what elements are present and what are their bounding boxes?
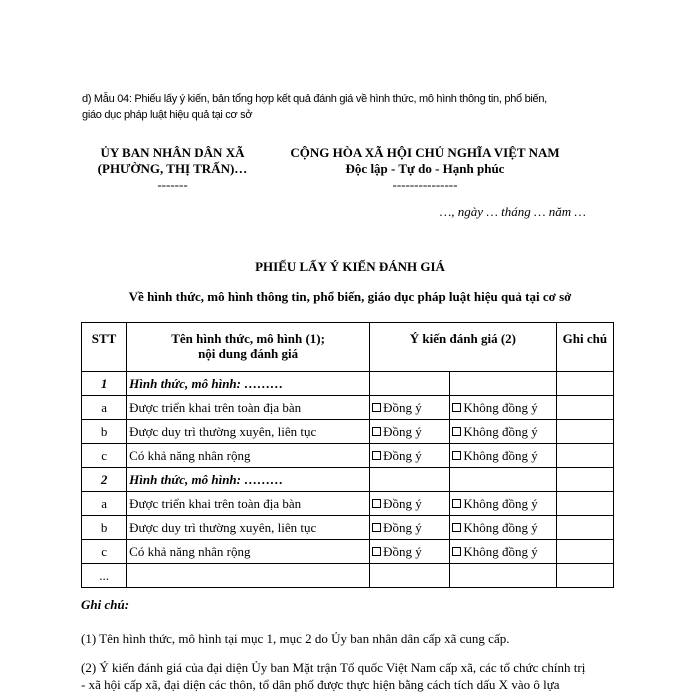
disagree-cell <box>450 396 556 420</box>
national-header <box>275 145 575 193</box>
agree-label: Đồng ý <box>383 423 422 439</box>
disagree-option[interactable] <box>452 496 537 511</box>
checkbox-icon[interactable] <box>452 451 461 460</box>
disagree-cell <box>450 444 556 468</box>
table-row <box>82 420 614 444</box>
table-header-row <box>82 323 614 372</box>
disagree-option[interactable] <box>452 448 537 463</box>
agree-option[interactable] <box>372 544 422 559</box>
row-stt: a <box>82 492 127 516</box>
section-row <box>82 372 614 396</box>
note-2-line-1: (2) Ý kiến đánh giá của đại diện Ủy ban Mặt trận Tổ quốc Việt Nam cấp xã, các tổ chức chính trị <box>81 660 586 675</box>
row-stt: c <box>82 444 127 468</box>
intro-line-1: d) Mẫu 04: Phiếu lấy ý kiến, bản tổng hợp kết quả đánh giá về hình thức, mô hình thông tin, phổ biến, <box>82 93 547 105</box>
checkbox-icon[interactable] <box>372 523 381 532</box>
row-criterion: Được duy trì thường xuyên, liên tục <box>127 420 370 444</box>
agree-option[interactable] <box>372 400 422 415</box>
header-note: Ghi chú <box>556 323 613 372</box>
row-criterion: Được triển khai trên toàn địa bàn <box>127 492 370 516</box>
agree-label: Đồng ý <box>383 399 422 415</box>
agree-cell <box>370 396 450 420</box>
issuer-header <box>80 145 265 193</box>
header-name <box>127 323 370 372</box>
table-row <box>82 516 614 540</box>
disagree-label: Không đồng ý <box>463 519 538 535</box>
table-row <box>82 444 614 468</box>
agree-cell <box>370 492 450 516</box>
checkbox-icon[interactable] <box>372 451 381 460</box>
agree-cell <box>370 420 450 444</box>
agree-cell <box>370 516 450 540</box>
table-body <box>82 372 614 588</box>
national-divider: --------------- <box>392 177 458 192</box>
header-name-line-1: Tên hình thức, mô hình (1); <box>171 331 325 346</box>
row-note <box>556 396 613 420</box>
row-stt: 2 <box>82 468 127 492</box>
row-note <box>556 564 613 588</box>
disagree-cell <box>450 516 556 540</box>
note-1: (1) Tên hình thức, mô hình tại mục 1, mục 2 do Ủy ban nhân dân cấp xã cung cấp. <box>81 631 510 646</box>
row-note <box>556 468 613 492</box>
form-subtitle: Về hình thức, mô hình thông tin, phổ biến, giáo dục pháp luật hiệu quả tại cơ sở <box>128 289 572 304</box>
row-criterion: Có khả năng nhân rộng <box>127 444 370 468</box>
checkbox-icon[interactable] <box>372 403 381 412</box>
disagree-label: Không đồng ý <box>463 423 538 439</box>
agree-label: Đồng ý <box>383 447 422 463</box>
row-stt: a <box>82 396 127 420</box>
row-note <box>556 516 613 540</box>
header-opinion: Ý kiến đánh giá (2) <box>370 323 557 372</box>
disagree-option[interactable] <box>452 400 537 415</box>
row-note <box>556 540 613 564</box>
checkbox-icon[interactable] <box>452 403 461 412</box>
row-note <box>556 372 613 396</box>
agree-label: Đồng ý <box>383 519 422 535</box>
notes-heading: Ghi chú: <box>81 597 130 612</box>
row-criterion: Được triển khai trên toàn địa bàn <box>127 396 370 420</box>
table-row <box>82 540 614 564</box>
disagree-option[interactable] <box>452 424 537 439</box>
disagree-label: Không đồng ý <box>463 399 538 415</box>
notes-section <box>81 596 626 693</box>
issuer-divider: ------- <box>157 177 188 192</box>
checkbox-icon[interactable] <box>452 499 461 508</box>
row-note <box>556 492 613 516</box>
row-note <box>556 444 613 468</box>
checkbox-icon[interactable] <box>372 547 381 556</box>
form-title: PHIẾU LẤY Ý KIẾN ĐÁNH GIÁ <box>255 259 445 274</box>
disagree-cell <box>450 564 556 588</box>
evaluation-table <box>81 322 614 588</box>
disagree-option[interactable] <box>452 520 537 535</box>
table-row <box>82 564 614 588</box>
agree-cell <box>370 444 450 468</box>
disagree-cell <box>450 468 556 492</box>
agree-label: Đồng ý <box>383 495 422 511</box>
national-motto: Độc lập - Tự do - Hạnh phúc <box>345 161 505 176</box>
row-stt: ... <box>82 564 127 588</box>
row-criterion: Có khả năng nhân rộng <box>127 540 370 564</box>
row-stt: b <box>82 420 127 444</box>
row-stt: b <box>82 516 127 540</box>
agree-cell <box>370 540 450 564</box>
row-criterion: Hình thức, mô hình: ……… <box>127 468 370 492</box>
disagree-option[interactable] <box>452 544 537 559</box>
agree-option[interactable] <box>372 496 422 511</box>
checkbox-icon[interactable] <box>452 547 461 556</box>
note-2-line-2: - xã hội cấp xã, đại diện các thôn, tổ dân phố được thực hiện bằng cách tích dấu X vào ô lựa <box>81 677 560 692</box>
row-stt: 1 <box>82 372 127 396</box>
date-line: …, ngày … tháng … năm … <box>439 204 586 219</box>
checkbox-icon[interactable] <box>452 427 461 436</box>
row-criterion: Hình thức, mô hình: ……… <box>127 372 370 396</box>
disagree-label: Không đồng ý <box>463 495 538 511</box>
agree-option[interactable] <box>372 520 422 535</box>
table-row <box>82 396 614 420</box>
table-row <box>82 492 614 516</box>
checkbox-icon[interactable] <box>372 499 381 508</box>
checkbox-icon[interactable] <box>452 523 461 532</box>
disagree-cell <box>450 372 556 396</box>
disagree-label: Không đồng ý <box>463 447 538 463</box>
disagree-cell <box>450 540 556 564</box>
intro-line-2: giáo dục pháp luật hiệu quả tại cơ sở <box>82 109 253 121</box>
agree-option[interactable] <box>372 448 422 463</box>
header-name-line-2: nội dung đánh giá <box>198 346 299 361</box>
agree-cell <box>370 372 450 396</box>
section-row <box>82 468 614 492</box>
form-intro <box>82 91 622 123</box>
row-criterion: Được duy trì thường xuyên, liên tục <box>127 516 370 540</box>
agree-option[interactable] <box>372 424 422 439</box>
row-note <box>556 420 613 444</box>
disagree-cell <box>450 492 556 516</box>
issuer-line-1: ỦY BAN NHÂN DÂN XÃ <box>100 145 245 160</box>
disagree-cell <box>450 420 556 444</box>
row-criterion <box>127 564 370 588</box>
agree-cell <box>370 468 450 492</box>
header-stt: STT <box>82 323 127 372</box>
national-title: CỘNG HÒA XÃ HỘI CHỦ NGHĨA VIỆT NAM <box>290 145 560 160</box>
row-stt: c <box>82 540 127 564</box>
issuer-line-2: (PHƯỜNG, THỊ TRẤN)… <box>97 161 248 176</box>
agree-label: Đồng ý <box>383 543 422 559</box>
agree-cell <box>370 564 450 588</box>
checkbox-icon[interactable] <box>372 427 381 436</box>
disagree-label: Không đồng ý <box>463 543 538 559</box>
